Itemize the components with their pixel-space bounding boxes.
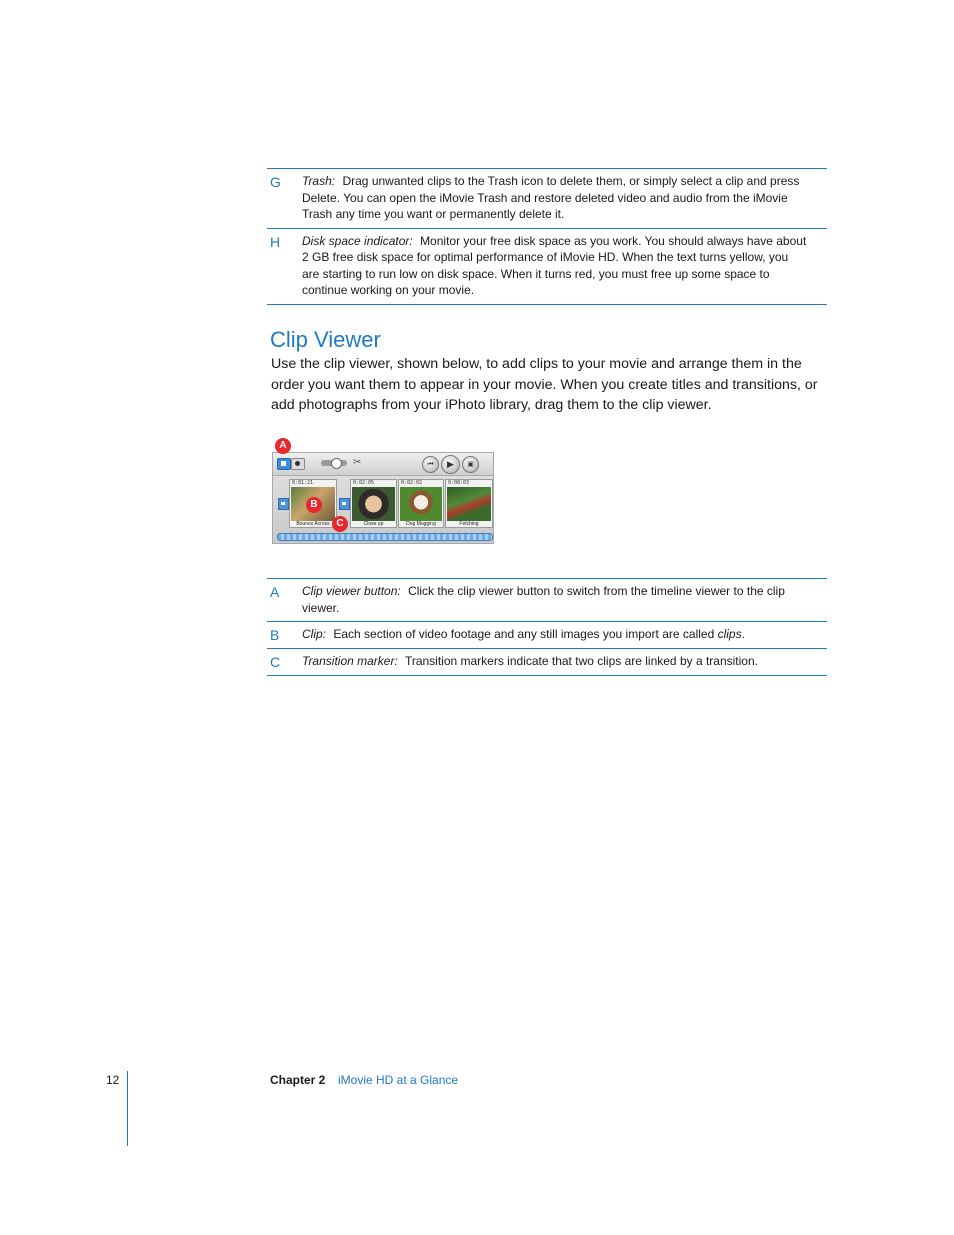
- definition-body-end: .: [741, 627, 745, 641]
- definition-body: Click the clip viewer button to switch from the timeline viewer to the clip viewer.: [302, 584, 785, 615]
- definition-term: Disk space indicator:: [302, 233, 413, 248]
- clip-item[interactable]: [398, 479, 444, 528]
- definition-row-g: [267, 169, 827, 229]
- clip-item[interactable]: [350, 479, 397, 528]
- clip-time: 0:08:03: [448, 480, 470, 486]
- definition-term: Clip viewer button:: [302, 584, 401, 598]
- definition-row-h: [267, 229, 827, 305]
- definition-body: Each section of video footage and any still images you import are called: [333, 627, 718, 641]
- definition-row-a: [267, 579, 827, 622]
- definition-row-b: [267, 622, 827, 649]
- callout-b: B: [306, 497, 322, 513]
- slider-knob[interactable]: [331, 458, 342, 469]
- clip-thumbnail: [352, 487, 395, 521]
- definition-body: Monitor your free disk space as you work. You should always have about 2 GB free disk space for optimal performance of iMovie HD. When the text turns yellow, you are starting to run low on disk space. When it turns red, you must free up some space to continue working on your movie.: [302, 233, 807, 297]
- definition-term: Trash:: [302, 174, 336, 188]
- rewind-icon[interactable]: ⏮: [422, 456, 439, 473]
- definition-table-top: [267, 168, 827, 305]
- timeline-viewer-button[interactable]: [291, 458, 305, 470]
- definition-key: A: [270, 584, 280, 600]
- definition-term: Clip:: [302, 627, 327, 641]
- chapter-label: Chapter 2: [270, 1073, 326, 1087]
- clip-label: Fetching: [459, 521, 479, 527]
- section-title: Clip Viewer: [270, 327, 381, 352]
- scissors-icon[interactable]: ✂: [353, 457, 362, 468]
- definition-key: B: [270, 627, 280, 643]
- definition-text: [302, 626, 827, 643]
- callout-c: C: [332, 516, 348, 532]
- section-intro: Use the clip viewer, shown below, to add clips to your movie and arrange them in the order you want them to appear in your movie. When you create titles and transitions, or add photographs from your iPhoto library, drag them to the clip viewer.: [271, 356, 818, 413]
- clip-viewer-figure: [272, 438, 494, 544]
- definition-text: [302, 173, 827, 223]
- clip-thumbnail: [447, 487, 491, 521]
- callout-a: A: [275, 438, 291, 454]
- transition-marker[interactable]: [278, 498, 289, 510]
- page-number: 12: [106, 1073, 120, 1087]
- clip-label: Close up: [363, 521, 384, 527]
- clip-viewer-scrollbar[interactable]: [277, 533, 493, 541]
- definition-key: G: [270, 174, 281, 190]
- definition-key: H: [270, 233, 281, 250]
- transition-marker[interactable]: [339, 498, 350, 510]
- fullscreen-play-icon[interactable]: ▣: [462, 456, 479, 473]
- clip-viewer-button[interactable]: [277, 458, 291, 470]
- viewer-toolbar: [273, 453, 493, 476]
- definition-table-bottom: [267, 578, 827, 676]
- definition-term: Transition marker:: [302, 654, 398, 668]
- clip-label: Bounce Across: [296, 521, 330, 527]
- definition-body: Transition markers indicate that two clips are linked by a transition.: [404, 654, 758, 668]
- clip-label: Dog Mugging: [406, 521, 436, 527]
- definition-text: [302, 233, 827, 299]
- clip-time: 0:02:05: [353, 480, 375, 486]
- clip-viewer-screenshot: [272, 452, 494, 544]
- definition-row-c: [267, 649, 827, 676]
- definition-text: [302, 653, 827, 670]
- definition-emphasis: clips: [717, 627, 742, 641]
- chapter-title: iMovie HD at a Glance: [338, 1073, 459, 1087]
- play-icon[interactable]: ▶: [441, 455, 460, 474]
- clip-time: 0:01:21: [292, 480, 314, 486]
- clip-time: 0:02:02: [401, 480, 423, 486]
- clip-item[interactable]: [445, 479, 493, 528]
- footer-rule: [127, 1071, 128, 1146]
- definition-key: C: [270, 654, 281, 670]
- definition-body: Drag unwanted clips to the Trash icon to delete them, or simply select a clip and press Delete. You can open the iMovie Trash and restore deleted video and audio from the iMovie Trash any time you want or permanently delete it.: [302, 174, 800, 221]
- definition-text: [302, 583, 827, 616]
- clip-thumbnail: [400, 487, 442, 521]
